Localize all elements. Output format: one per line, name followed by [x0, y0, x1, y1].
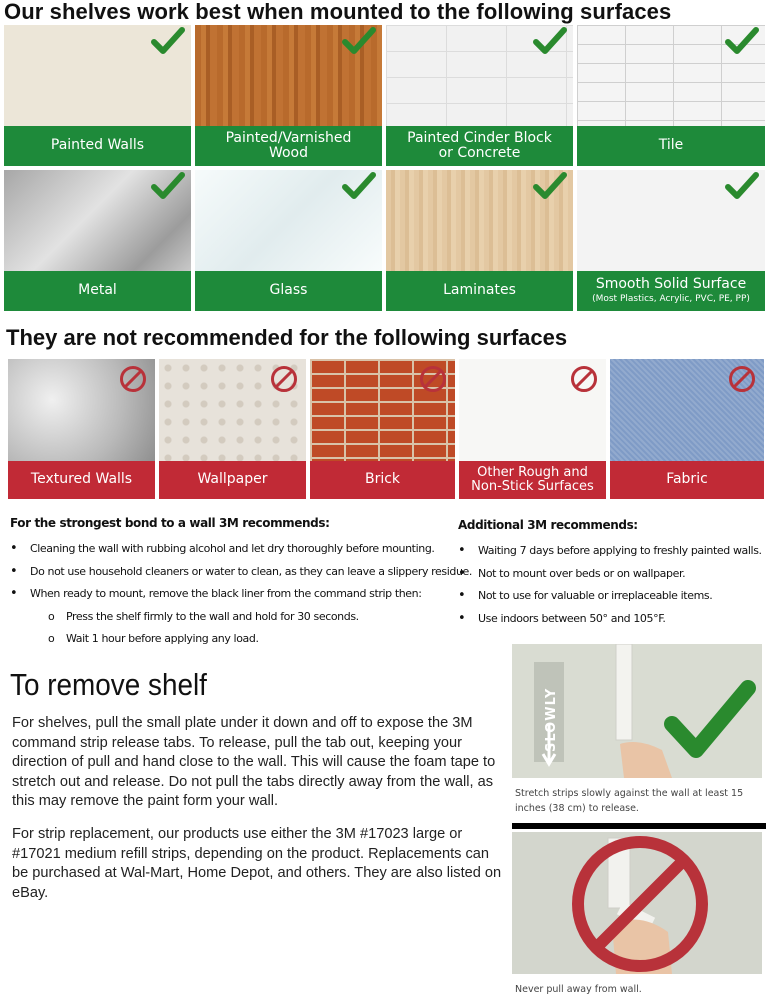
list-subitem: o Press the shelf firmly to the wall and hold for 30 seconds.	[10, 606, 472, 629]
check-icon	[342, 172, 376, 200]
surface-tile-glass	[195, 170, 382, 311]
release-caption: Stretch strips slowly against the wall at least 15 inches (38 cm) to release.	[515, 788, 744, 814]
surface-tile-fabric	[610, 359, 764, 499]
bond-heading: For the strongest bond to a wall 3M recommends:	[10, 516, 330, 530]
check-icon	[342, 27, 376, 55]
check-icon	[725, 27, 759, 55]
surface-label: Laminates	[386, 271, 573, 311]
surface-tile-textured-walls	[8, 359, 155, 499]
surface-label: Brick	[310, 461, 455, 499]
surface-label: Metal	[4, 271, 191, 311]
surface-label: Glass	[195, 271, 382, 311]
surface-label: Other Rough and Non-Stick Surfaces	[459, 461, 606, 499]
surface-label: Painted/Varnished Wood	[195, 126, 382, 166]
slowly-release-photo	[512, 644, 762, 778]
surface-tile-painted-walls	[4, 25, 191, 166]
never-pull-illustration	[512, 832, 762, 974]
never-pull-caption: Never pull away from wall.	[515, 984, 642, 995]
remove-shelf-title: To remove shelf	[10, 667, 207, 702]
surface-label: Painted Cinder Block or Concrete	[386, 126, 573, 166]
check-icon	[151, 172, 185, 200]
list-item: • When ready to mount, remove the black liner from the command strip then:	[10, 583, 472, 606]
surface-label: Wallpaper	[159, 461, 306, 499]
surface-label: Painted Walls	[4, 126, 191, 166]
surface-label: Fabric	[610, 461, 764, 499]
divider	[512, 823, 766, 829]
additional-heading: Additional 3M recommends:	[458, 518, 638, 532]
surface-label: Tile	[577, 126, 765, 166]
surface-tile-metal	[4, 170, 191, 311]
surface-tile-tile	[577, 25, 765, 166]
prohibited-icon	[570, 365, 598, 393]
surface-tile-brick	[310, 359, 455, 499]
prohibited-icon	[419, 365, 447, 393]
list-item: • Not to use for valuable or irreplaceable items.	[458, 585, 762, 608]
list-item: • Use indoors between 50° and 105°F.	[458, 608, 762, 631]
bond-list	[10, 538, 472, 651]
slowly-label: SLOWLY	[544, 687, 559, 752]
prohibited-icon	[270, 365, 298, 393]
surface-label-block	[577, 271, 765, 311]
surface-label: Smooth Solid Surface	[595, 276, 747, 293]
check-icon	[725, 172, 759, 200]
surface-sublabel: (Most Plastics, Acrylic, PVC, PE, PP)	[592, 293, 750, 304]
surface-tile-laminates	[386, 170, 573, 311]
prohibited-icon	[119, 365, 147, 393]
surface-tile-wood	[195, 25, 382, 166]
check-icon	[151, 27, 185, 55]
remove-instructions: For shelves, pull the small plate under it down and off to expose the 3M command strip release tabs. To release, pull the tab out, keeping your direction of pull and hand close to the wall. This will cause the foam tape to stretch out and release. Do not pull the tabs directly away from the wall, as this may remove the paint form your wall.	[12, 715, 496, 809]
never-pull-photo	[512, 832, 762, 974]
list-item: • Not to mount over beds or on wallpaper.	[458, 563, 762, 586]
list-item: • Waiting 7 days before applying to freshly painted walls.	[458, 540, 762, 563]
surface-tile-wallpaper	[159, 359, 306, 499]
check-icon	[533, 172, 567, 200]
list-subitem: o Wait 1 hour before applying any load.	[10, 628, 472, 651]
replacement-info: For strip replacement, our products use either the 3M #17023 large or #17021 medium refill strips, depending on the product. Replacements can be purchased at Wal-Mart, Home Depot, and others. They are also listed on eBay.	[12, 826, 502, 901]
surface-tile-smooth-solid	[577, 170, 765, 311]
list-item: • Do not use household cleaners or water to clean, as they can leave a slippery residue.	[10, 561, 472, 584]
works-best-heading: Our shelves work best when mounted to the following surfaces	[4, 0, 672, 24]
check-icon	[533, 27, 567, 55]
surface-tile-rough	[459, 359, 606, 499]
surface-tile-cinder-block	[386, 25, 573, 166]
additional-list	[458, 540, 762, 630]
list-item: • Cleaning the wall with rubbing alcohol and let dry thoroughly before mounting.	[10, 538, 472, 561]
not-recommended-heading: They are not recommended for the following surfaces	[6, 325, 568, 350]
prohibited-icon	[728, 365, 756, 393]
surface-label: Textured Walls	[8, 461, 155, 499]
